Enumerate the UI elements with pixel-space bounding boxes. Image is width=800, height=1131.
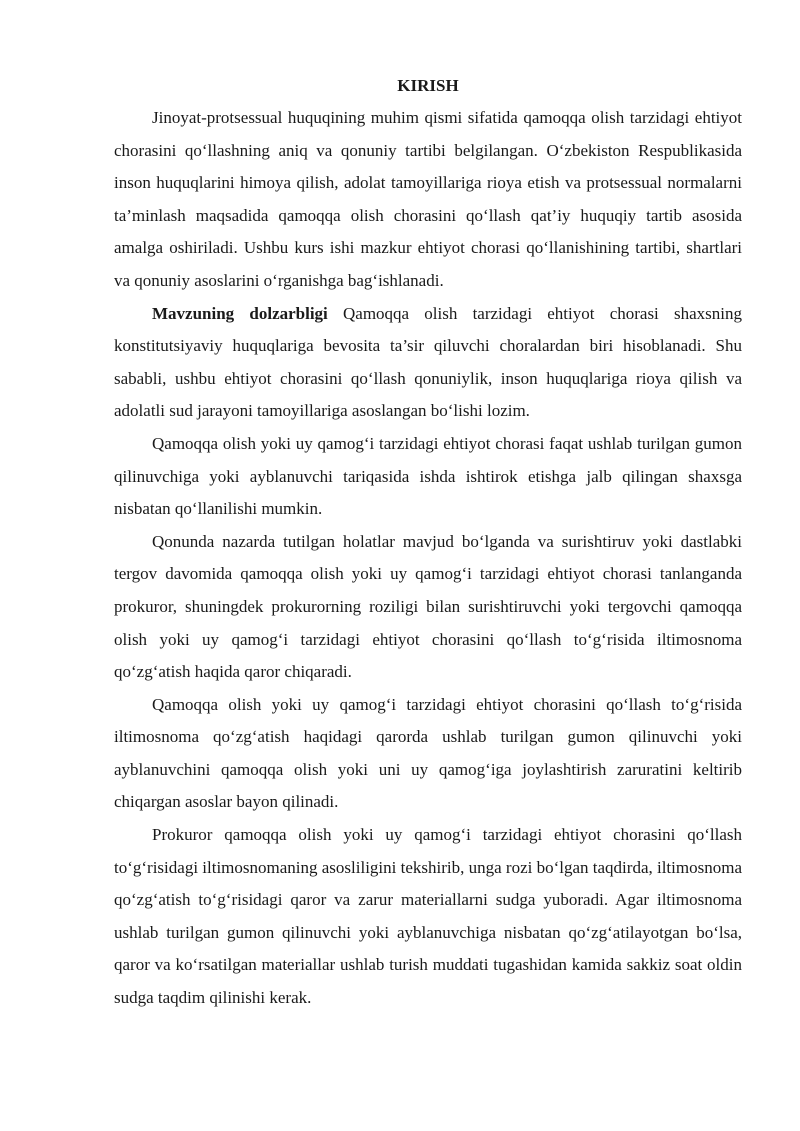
paragraph-text: Jinoyat-protsessual huquqining muhim qismi sifatida qamoqqa olish tarzidagi ehtiyot chorasini qo‘llashning aniq va qonuniy tartibi belgilangan. O‘zbekiston Respublikasida inson huquqlarini himoya qilish, adolat tamoyillariga rioya etish va protsessual normalarni ta’minlash maqsadida qamoqqa olish chorasini qo‘llash qat’iy huquqiy tartib asosida amalga oshiriladi. Ushbu kurs ishi mazkur ehtiyot chorasi qo‘llanishining tartibi, shartlari va qonuniy asoslarini o‘rganishga bag‘ishlanadi. [114,108,742,290]
paragraph-lead: Mavzuning dolzarbligi [152,303,328,323]
paragraph-relevance [114,298,742,428]
paragraph-intro [114,102,742,298]
paragraph-text: Prokuror qamoqqa olish yoki uy qamog‘i tarzidagi ehtiyot chorasini qo‘llash to‘g‘risidagi iltimosnomaning asosliligini tekshirib, unga rozi bo‘lgan taqdirda, iltimosnoma qo‘zg‘atish to‘g‘risidagi qaror va zarur materiallarni sudga yuboradi. Agar iltimosnoma ushlab turilgan gumon qilinuvchi yoki ayblanuvchiga nisbatan qo‘zg‘atilayotgan bo‘lsa, qaror va ko‘rsatilgan materiallar ushlab turish muddati tugashidan kamida sakkiz soat oldin sudga taqdim qilinishi kerak. [114,825,742,1008]
paragraph-body [114,526,742,689]
paragraph-body [114,819,742,1015]
paragraph-text: Qonunda nazarda tutilgan holatlar mavjud bo‘lganda va surishtiruv yoki dastlabki tergov davomida qamoqqa olish yoki uy qamog‘i tarzidagi ehtiyot chorasi tanlanganda prokuror, shuningdek prokurorning roziligi bilan surishtiruvchi yoki tergovchi qamoqqa olish yoki uy qamog‘i tarzidagi ehtiyot chorasini qo‘llash to‘g‘risida iltimosnoma qo‘zg‘atish haqida qaror chiqaradi. [114,531,742,682]
paragraph-body [114,428,742,526]
paragraph-text: Qamoqqa olish yoki uy qamog‘i tarzidagi ehtiyot chorasini qo‘llash to‘g‘risida iltimosnoma qo‘zg‘atish haqidagi qarorda ushlab turilgan gumon qilinuvchi yoki ayblanuvchini qamoqqa olish yoki uni uy qamog‘iga joylashtirish zaruratini keltirib chiqargan asoslar bayon qilinadi. [114,694,742,812]
paragraph-text: Qamoqqa olish tarzidagi ehtiyot chorasi shaxsning konstitutsiyaviy huquqlariga bevosita ta’sir qiluvchi choralardan biri hisoblanadi. Shu sababli, ushbu ehtiyot chorasini qo‘llash qonuniylik, inson huquqlariga rioya qilish va adolatli sud jarayoni tamoyillariga asoslangan bo‘lishi lozim. [114,303,742,421]
paragraph-body [114,689,742,819]
page-heading: KIRISH [397,76,459,95]
paragraph-text: Qamoqqa olish yoki uy qamog‘i tarzidagi ehtiyot chorasi faqat ushlab turilgan gumon qilinuvchiga yoki ayblanuvchi tariqasida ishda ishtirok etishga jalb qilingan shaxsga nisbatan qo‘llanilishi mumkin. [114,433,742,519]
